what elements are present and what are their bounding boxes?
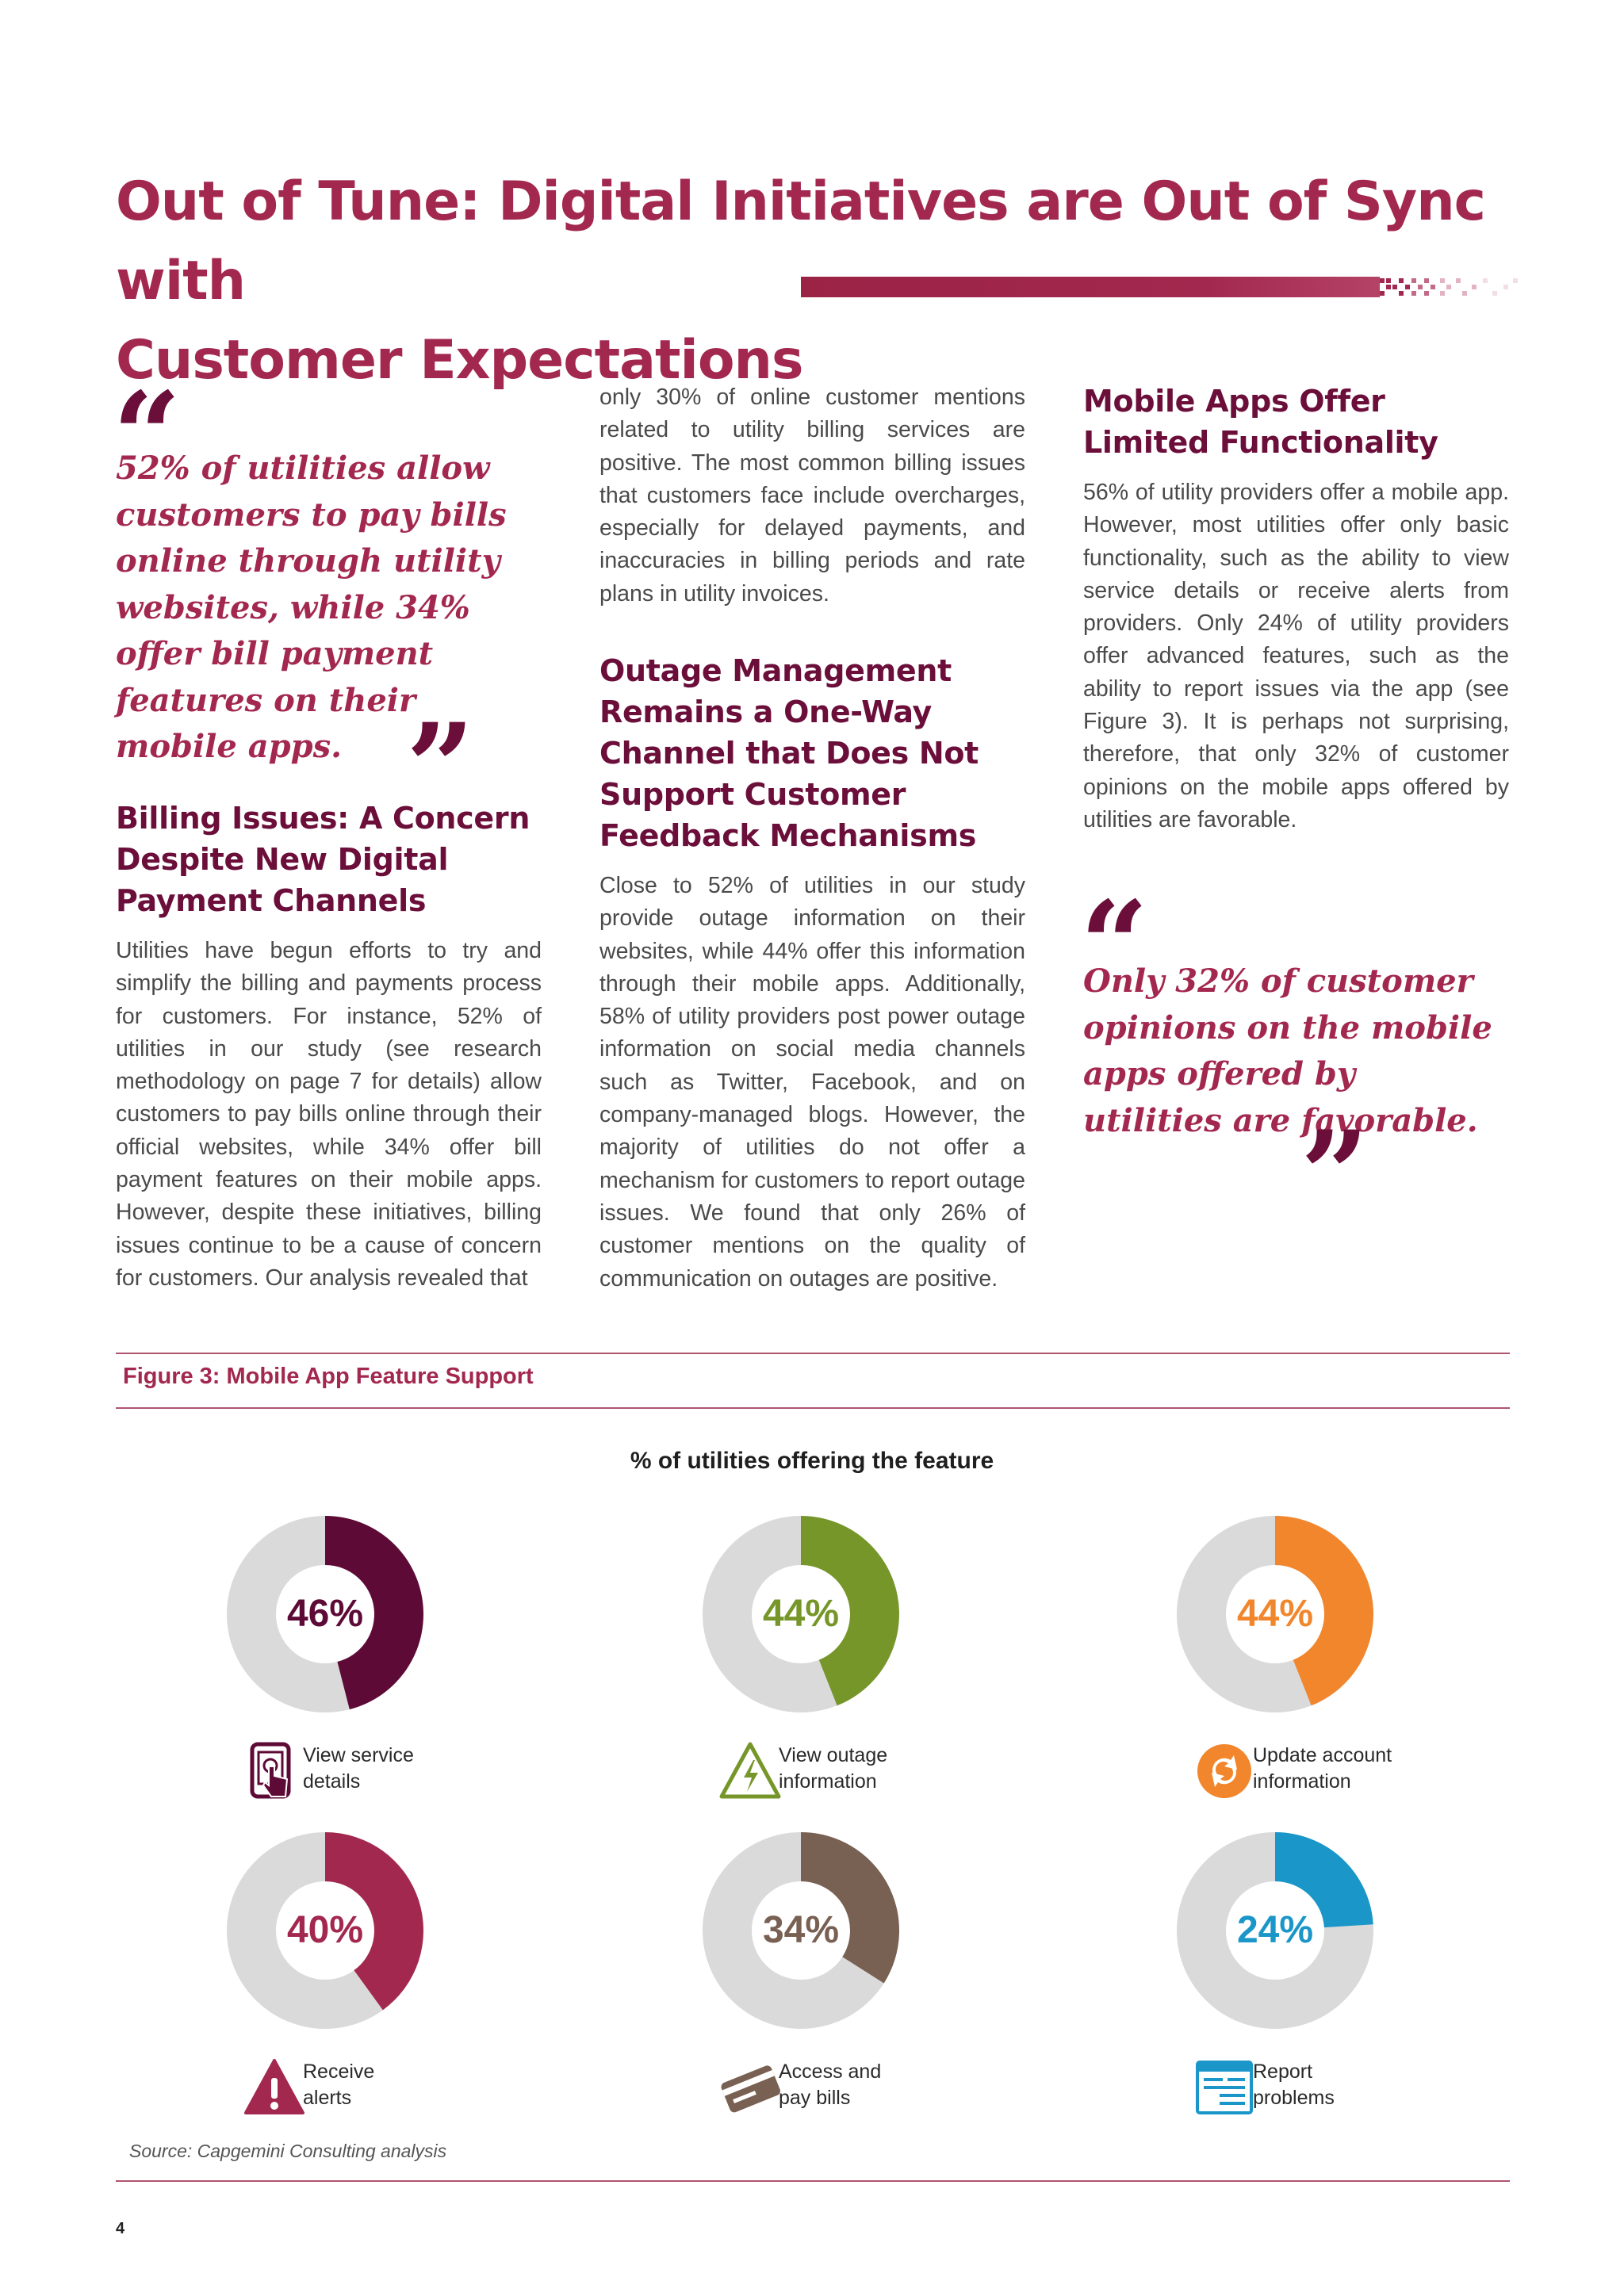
title-accent-bar [801,277,1380,297]
donut-4 [227,1832,423,2029]
figure-title-rule [116,1407,1510,1409]
donut-value-label: 24% [1236,1909,1314,1951]
refresh-icon [1193,1739,1256,1803]
donut-value-label: 44% [762,1593,840,1635]
feature-label [1253,2059,1427,2111]
billing-body: Utilities have begun efforts to try and simplify the billing and payments process for customers. For instance, 52% of utilities in our study (see research methodology on page 7 for details) allow customers to pay bills online through their official websites, while 34% offer bill payment features on their mobile apps. However, despite these initiatives, billing issues continue to be a cause of concern for customers. Our analysis revealed that [116,938,542,1291]
feature-label [303,1743,477,1795]
mobile-heading: Mobile Apps Offer Limited Functionality [1083,384,1438,460]
open-quote-mark-2: “ [1080,875,1149,1015]
feature-label-line2: pay bills [779,2087,851,2109]
feature-label [779,1743,953,1795]
feature-label [303,2059,477,2111]
donut-value-label: 40% [286,1909,364,1951]
donut-1 [227,1516,423,1712]
open-quote-mark-1: “ [113,366,182,506]
donut-6 [1177,1832,1373,2029]
pixel-pattern-decoration [1380,275,1522,299]
donut-5 [703,1832,899,2029]
page-number: 4 [116,2220,125,2237]
close-quote-mark-2: ” [1300,1105,1369,1245]
feature-label-line1: View service [303,1744,414,1766]
page-title-line2: Customer Expectations [116,329,803,392]
donut-value-segment [801,1832,899,1983]
credit-card-icon [718,2056,782,2119]
figure-source: Source: Capgemini Consulting analysis [129,2141,447,2161]
outage-body: Close to 52% of utilities in our study provide outage information on their websites, while 44% offer this information through their mobile apps. Additionally, 58% of utility providers post power outage information on social media channels such as Twitter, Facebook, and on company-managed blogs. However, the majority of utilities do not offer a mechanism for customers to report outage issues. We found that only 26% of customer mentions on the quality of communication on outages are positive. [599,873,1025,1292]
donut-value-label: 44% [1236,1593,1314,1635]
outage-heading: Outage Management Remains a One-Way Channel that Does Not Support Customer Feedback Mechanisms [599,653,979,853]
donut-2 [703,1516,899,1712]
figure-top-rule [116,1353,1510,1354]
donut-3 [1177,1516,1373,1712]
donut-value-label: 34% [762,1909,840,1951]
warning-lightning-icon [718,1739,782,1803]
feature-label-line2: alerts [303,2087,352,2109]
pull-quote-1: 52% of utilities allow customers to pay bills online through utility websites, while 34% offer bill payment features on their mobile apps. [116,450,507,765]
figure-title: Figure 3: Mobile App Feature Support [123,1364,534,1389]
tablet-touch-icon [243,1739,306,1803]
feature-label-line2: information [1253,1770,1351,1793]
feature-label-line1: Receive [303,2061,375,2083]
billing-body-continued: only 30% of online customer mentions related to utility billing services are positive. The most common billing issues that customers face include overcharges, especially for delayed payments, and inaccuracies in billing periods and rate plans in utility invoices. [599,385,1025,607]
feature-label-line1: Report [1253,2061,1313,2083]
billing-heading: Billing Issues: A Concern Despite New Digital Payment Channels [116,801,530,918]
figure-bottom-rule [116,2180,1510,2182]
feature-label-line1: View outage [779,1744,888,1766]
feature-label-line2: information [779,1770,877,1793]
pull-quote-2: Only 32% of customer opinions on the mobile apps offered by utilities are favorable. [1083,962,1492,1139]
report-form-icon [1193,2056,1256,2119]
feature-label [1253,1743,1427,1795]
feature-label-line2: problems [1253,2087,1335,2109]
alert-icon [243,2056,306,2119]
donut-value-label: 46% [286,1593,364,1635]
close-quote-mark-1: ” [406,698,475,837]
feature-label-line1: Update account [1253,1744,1392,1766]
page-title-line1: Out of Tune: Digital Initiatives are Out of Sync with [116,170,1485,312]
chart-subtitle: % of utilities offering the feature [630,1448,994,1474]
feature-label-line2: details [303,1770,361,1793]
mobile-body: 56% of utility providers offer a mobile app. However, most utilities offer only basic functionality, such as the ability to view service details or receive alerts from providers. Only 24% of utility providers offer advanced features, such as the ability to report issues via the app (see Figure 3). It is perhaps not surprising, therefore, that only 32% of customer opinions on the mobile apps offered by utilities are favorable. [1083,480,1509,832]
feature-label-line1: Access and [779,2061,882,2083]
feature-label [779,2059,953,2111]
